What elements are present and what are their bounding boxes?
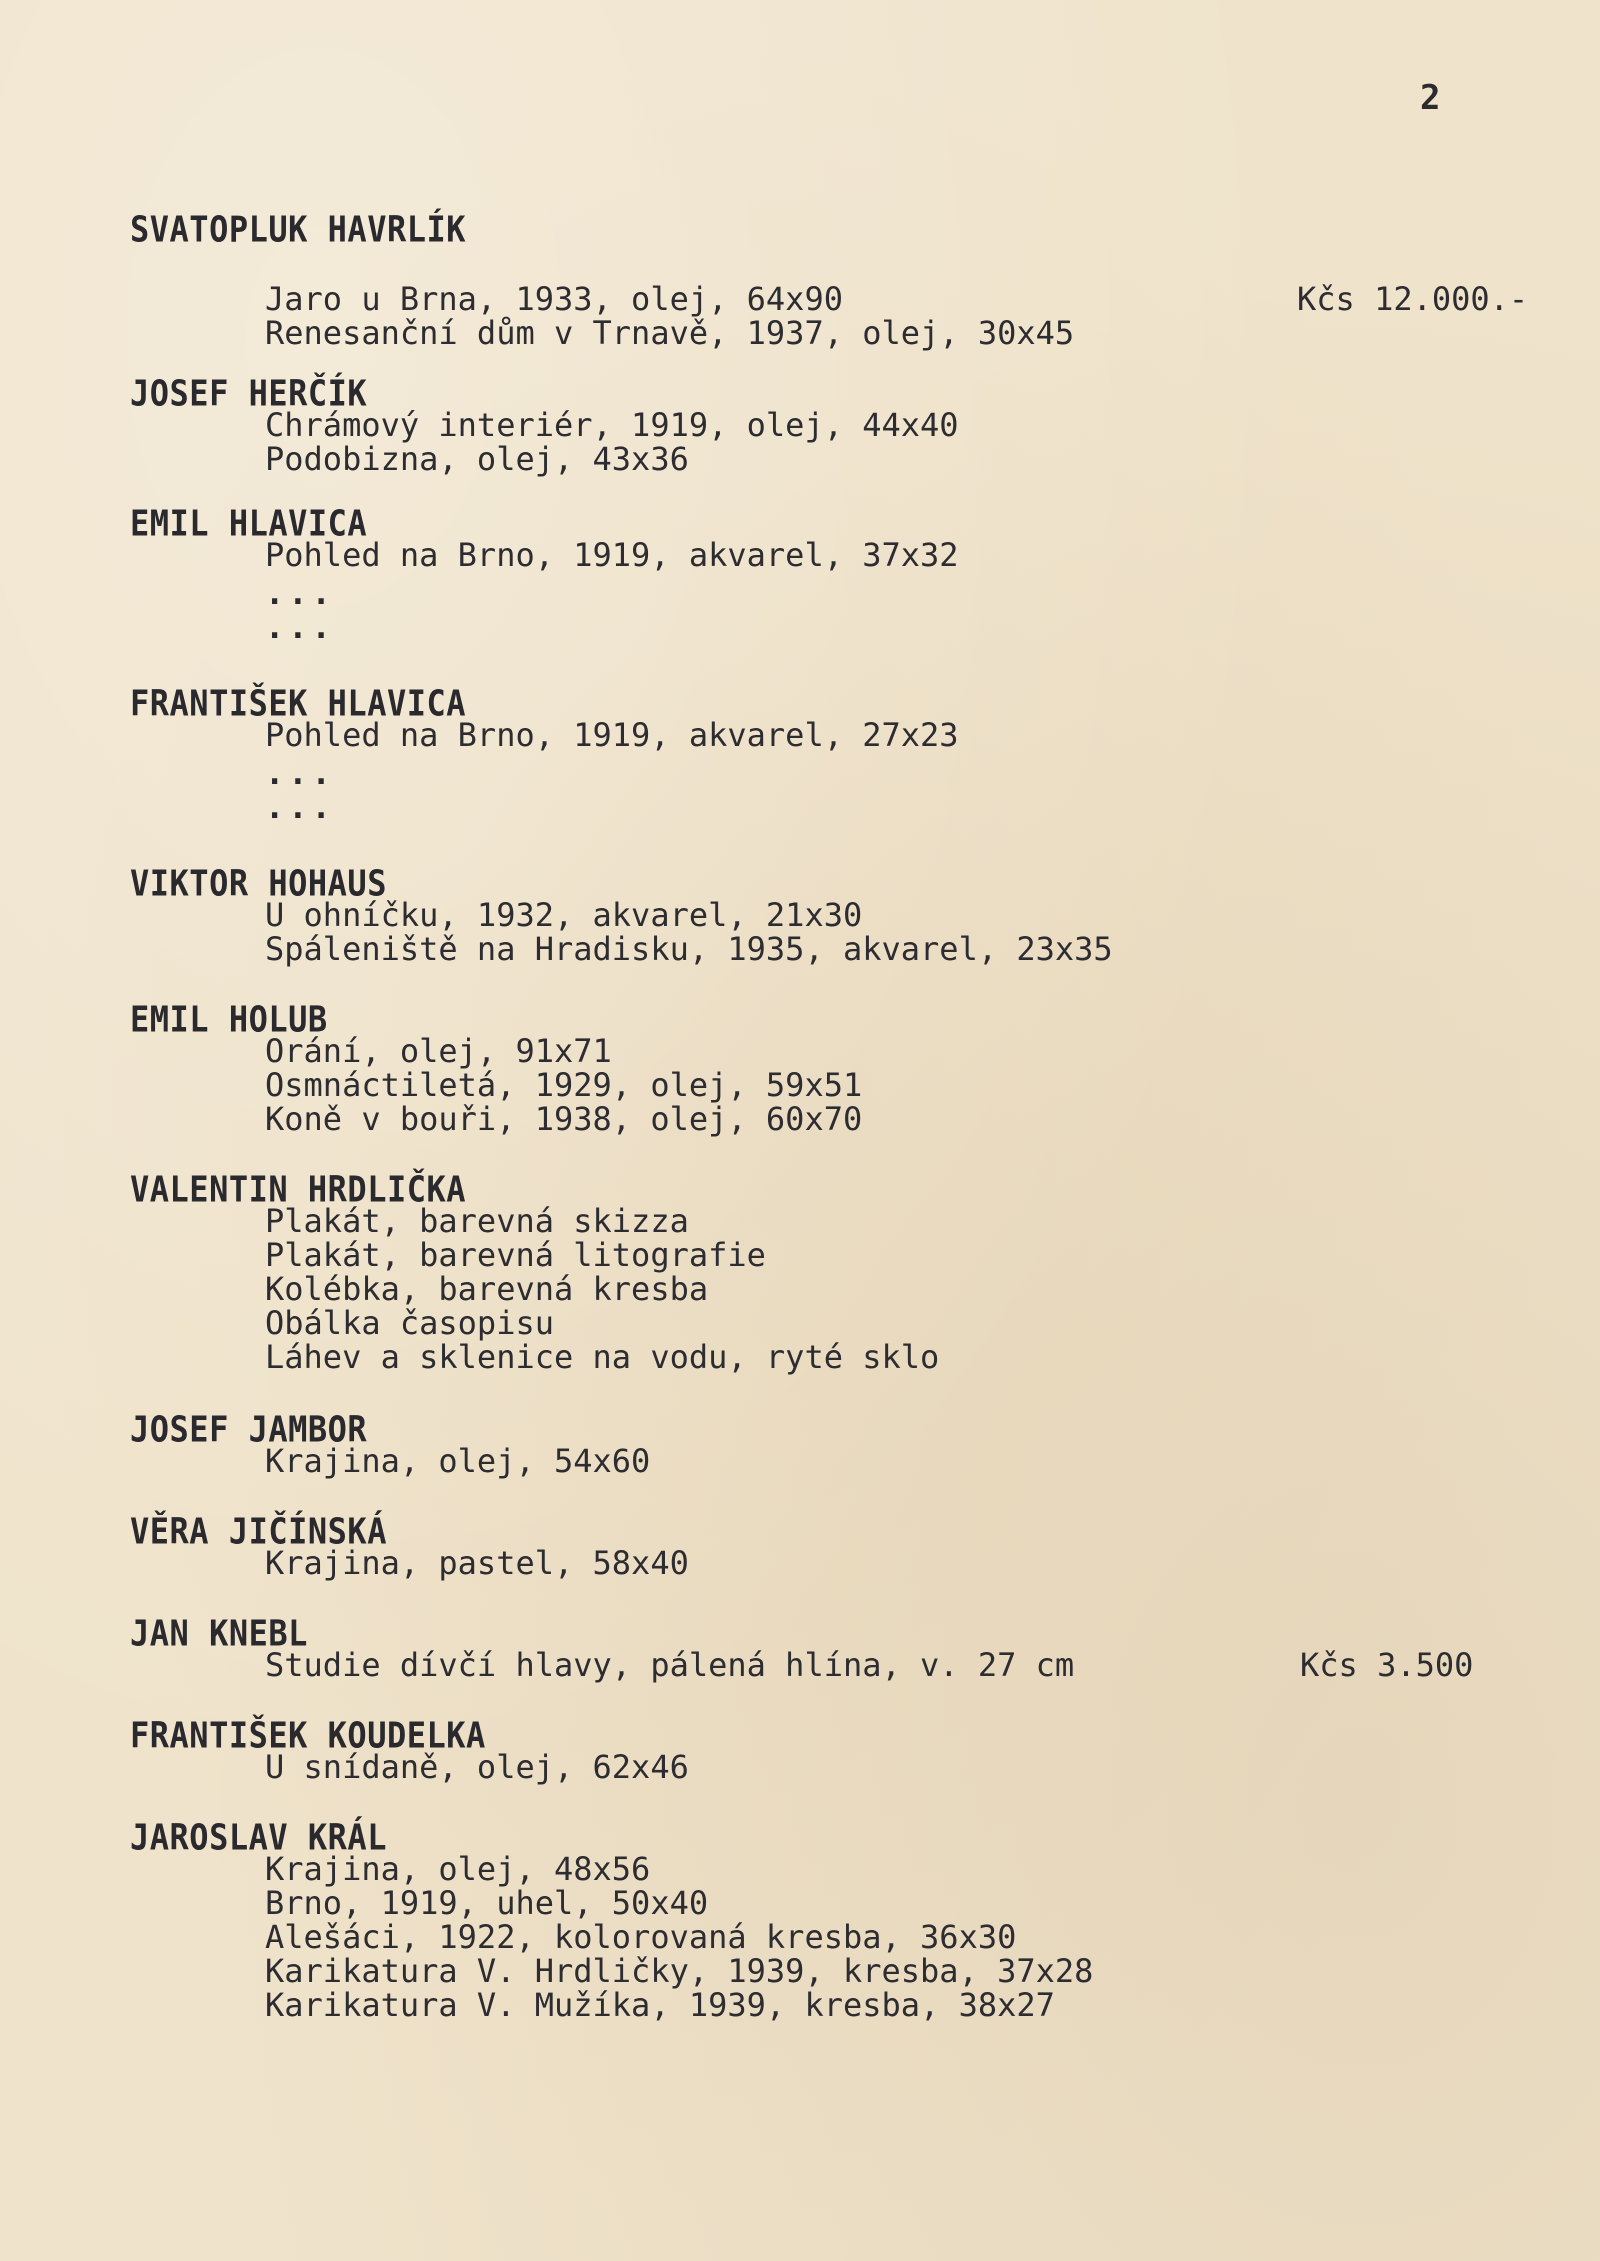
artwork-list bbox=[130, 898, 1510, 966]
artwork-line: Pohled na Brno, 1919, akvarel, 27x23 bbox=[265, 716, 959, 754]
artwork-list bbox=[130, 1648, 1510, 1682]
artwork-list bbox=[130, 1546, 1510, 1580]
artist-name: FRANTIŠEK HLAVICA bbox=[130, 681, 467, 725]
artwork-line: Renesanční dům v Trnavě, 1937, olej, 30x45 bbox=[265, 314, 1075, 352]
artwork-line: Krajina, olej, 48x56 bbox=[265, 1850, 651, 1888]
artwork-line: Plakát, barevná skizza bbox=[265, 1202, 689, 1240]
artwork-list bbox=[130, 1750, 1510, 1784]
artist-entry bbox=[130, 1611, 1510, 1684]
artwork-price: Kčs 12.000.- bbox=[1297, 280, 1529, 318]
artwork-list bbox=[130, 1034, 1510, 1136]
ellipsis-marker: ... bbox=[265, 754, 335, 792]
artist-entry bbox=[130, 1167, 1510, 1376]
artist-name: SVATOPLUK HAVRLÍK bbox=[130, 207, 467, 251]
artwork-line: Plakát, barevná litografie bbox=[265, 1236, 766, 1274]
artwork-line: Chrámový interiér, 1919, olej, 44x40 bbox=[265, 406, 959, 444]
artist-catalog bbox=[130, 207, 1529, 2024]
artist-name: VIKTOR HOHAUS bbox=[130, 861, 387, 905]
artist-entry bbox=[130, 997, 1510, 1138]
artwork-line: Spáleniště na Hradisku, 1935, akvarel, 23x35 bbox=[265, 930, 1113, 968]
artist-entry bbox=[130, 861, 1510, 968]
page-number: 2 bbox=[1420, 78, 1441, 118]
artwork-list bbox=[130, 408, 1510, 476]
artist-entry bbox=[130, 1407, 1510, 1480]
artwork-line: Krajina, pastel, 58x40 bbox=[265, 1544, 689, 1582]
artist-name: JOSEF JAMBOR bbox=[130, 1407, 368, 1451]
artwork-list bbox=[130, 280, 1529, 352]
artist-name: EMIL HLAVICA bbox=[130, 501, 368, 545]
artwork-line: Koně v bouři, 1938, olej, 60x70 bbox=[265, 1100, 863, 1138]
artist-name: JOSEF HERČÍK bbox=[130, 371, 368, 415]
artist-name: JAROSLAV KRÁL bbox=[130, 1815, 387, 1859]
artwork-line: Kolébka, barevná kresba bbox=[265, 1270, 709, 1308]
artwork-line: Jaro u Brna, 1933, olej, 64x90 Kčs 12.000.- bbox=[265, 280, 1529, 318]
artist-entry bbox=[130, 681, 1510, 826]
artist-name: EMIL HOLUB bbox=[130, 997, 328, 1041]
artist-entry bbox=[130, 207, 1529, 352]
artwork-list bbox=[130, 1204, 1510, 1374]
artist-entry bbox=[130, 371, 1510, 478]
artwork-list bbox=[130, 1852, 1510, 2022]
artist-name: VALENTIN HRDLIČKA bbox=[130, 1167, 467, 1211]
ellipsis-marker: ... bbox=[265, 574, 335, 612]
artwork-price: Kčs 3.500 bbox=[1300, 1646, 1474, 1684]
artwork-line: Pohled na Brno, 1919, akvarel, 37x32 bbox=[265, 536, 959, 574]
artist-entry bbox=[130, 1815, 1510, 2024]
artwork-line: Karikatura V. Hrdličky, 1939, kresba, 37x28 bbox=[265, 1952, 1094, 1990]
artwork-line: Podobizna, olej, 43x36 bbox=[265, 440, 689, 478]
artwork-line: Krajina, olej, 54x60 bbox=[265, 1442, 651, 1480]
artwork-line: Orání, olej, 91x71 bbox=[265, 1032, 612, 1070]
artwork-line: Brno, 1919, uhel, 50x40 bbox=[265, 1884, 709, 1922]
artist-entry bbox=[130, 1713, 1510, 1786]
artwork-line: U ohníčku, 1932, akvarel, 21x30 bbox=[265, 896, 863, 934]
artist-entry bbox=[130, 501, 1510, 646]
artwork-line: Obálka časopisu bbox=[265, 1304, 554, 1342]
artwork-line: U snídaně, olej, 62x46 bbox=[265, 1748, 689, 1786]
ellipsis-marker: ... bbox=[265, 788, 335, 826]
artwork-list bbox=[130, 718, 1510, 824]
artist-entry bbox=[130, 1509, 1510, 1582]
artwork-line: Alešáci, 1922, kolorovaná kresba, 36x30 bbox=[265, 1918, 1017, 1956]
artist-name: FRANTIŠEK KOUDELKA bbox=[130, 1713, 486, 1757]
artwork-line: Láhev a sklenice na vodu, ryté sklo bbox=[265, 1338, 940, 1376]
artwork-list bbox=[130, 1444, 1510, 1478]
ellipsis-marker: ... bbox=[265, 608, 335, 646]
artwork-line: Osmnáctiletá, 1929, olej, 59x51 bbox=[265, 1066, 863, 1104]
artwork-list bbox=[130, 538, 1510, 644]
artwork-line: Studie dívčí hlavy, pálená hlína, v. 27 cm Kčs 3.500 bbox=[265, 1646, 1474, 1684]
artwork-line: Karikatura V. Mužíka, 1939, kresba, 38x27 bbox=[265, 1986, 1055, 2024]
artist-name: JAN KNEBL bbox=[130, 1611, 308, 1655]
artist-name: VĚRA JIČÍNSKÁ bbox=[130, 1509, 387, 1553]
